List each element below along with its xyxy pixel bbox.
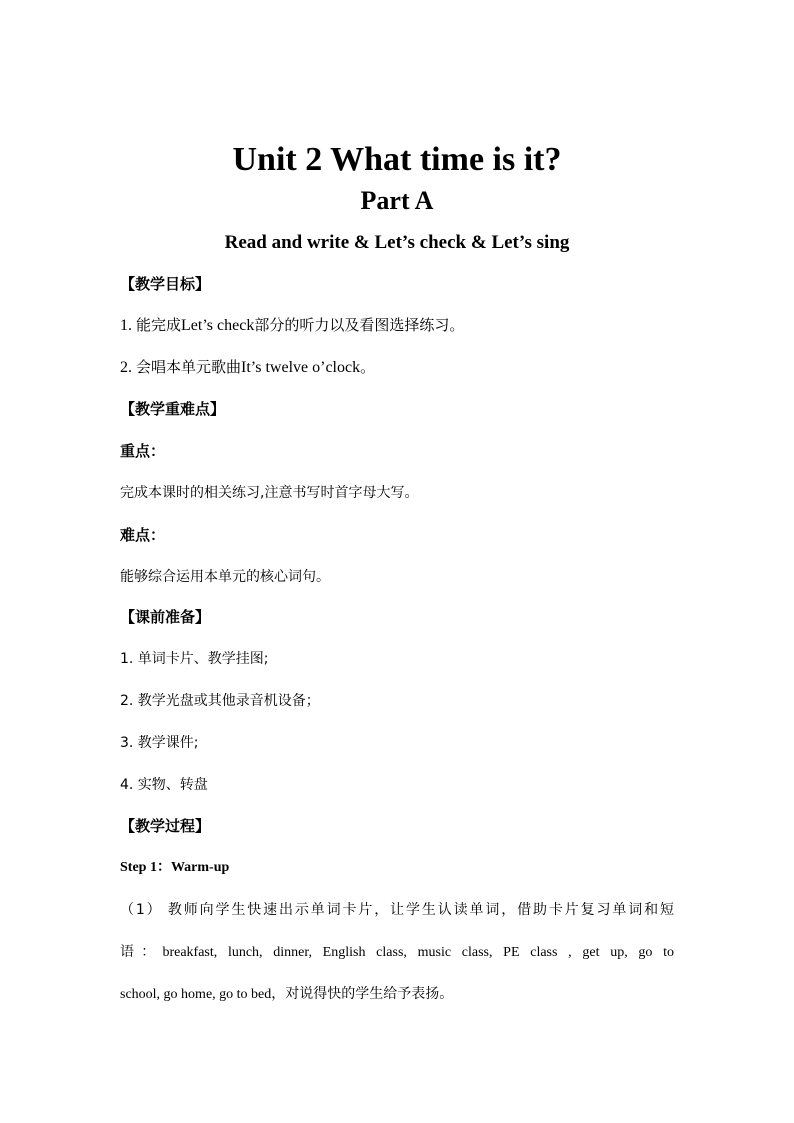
difficulty-label: 难点： — [120, 526, 166, 544]
objective-item-1 — [120, 314, 680, 337]
paragraph-text: 语： — [120, 944, 163, 960]
preparation-item-3: 3. 教学课件; — [120, 735, 199, 751]
preparation-heading: 【课前准备】 — [120, 608, 211, 626]
paragraph-line-3 — [120, 983, 680, 1006]
objective-rest: 部分的听力以及看图选择练习。 — [254, 316, 465, 334]
focus-text: 完成本课时的相关练习,注意书写时首字母大写。 — [120, 485, 419, 501]
preparation-item-2: 2. 教学光盘或其他录音机设备； — [120, 693, 320, 709]
paragraph-number: （1） — [120, 902, 163, 918]
document-title: Unit 2 What time is it? — [232, 141, 562, 178]
paragraph-line-1 — [120, 899, 674, 922]
document-subtitle: Part A — [360, 186, 434, 215]
difficulty-text: 能够综合运用本单元的核心词句。 — [120, 569, 330, 585]
preparation-item-4: 4. 实物、转盘 — [120, 777, 208, 793]
objectives-heading: 【教学目标】 — [120, 275, 211, 293]
paragraph-english: breakfast, lunch, dinner, English class, music class, PE class , get up, go to — [162, 945, 675, 960]
objective-rest: 。 — [360, 358, 376, 376]
objective-number: 1. — [120, 317, 132, 334]
objective-number: 2. — [120, 359, 132, 376]
process-heading: 【教学过程】 — [120, 817, 211, 835]
objective-english: It’s twelve o’clock — [241, 359, 361, 376]
objective-english: Let’s check — [181, 317, 255, 334]
paragraph-text: ，对说得快的学生给予表扬。 — [271, 986, 454, 1002]
paragraph-line-2 — [120, 941, 674, 964]
objective-lead: 能完成 — [136, 316, 182, 334]
focus-label: 重点： — [120, 442, 166, 460]
preparation-item-1: 1. 单词卡片、教学挂图; — [120, 651, 269, 667]
step-1-title: Step 1：Warm-up — [120, 860, 230, 875]
key-points-heading: 【教学重难点】 — [120, 400, 226, 418]
paragraph-text: 教师向学生快速出示单词卡片，让学生认读单词，借助卡片复习单词和短 — [167, 902, 674, 918]
paragraph-english: school, go home, go to bed — [120, 987, 272, 1002]
objective-item-2 — [120, 356, 680, 379]
section-title: Read and write & Let’s check & Let’s sing — [224, 232, 570, 253]
objective-lead: 会唱本单元歌曲 — [136, 358, 242, 376]
